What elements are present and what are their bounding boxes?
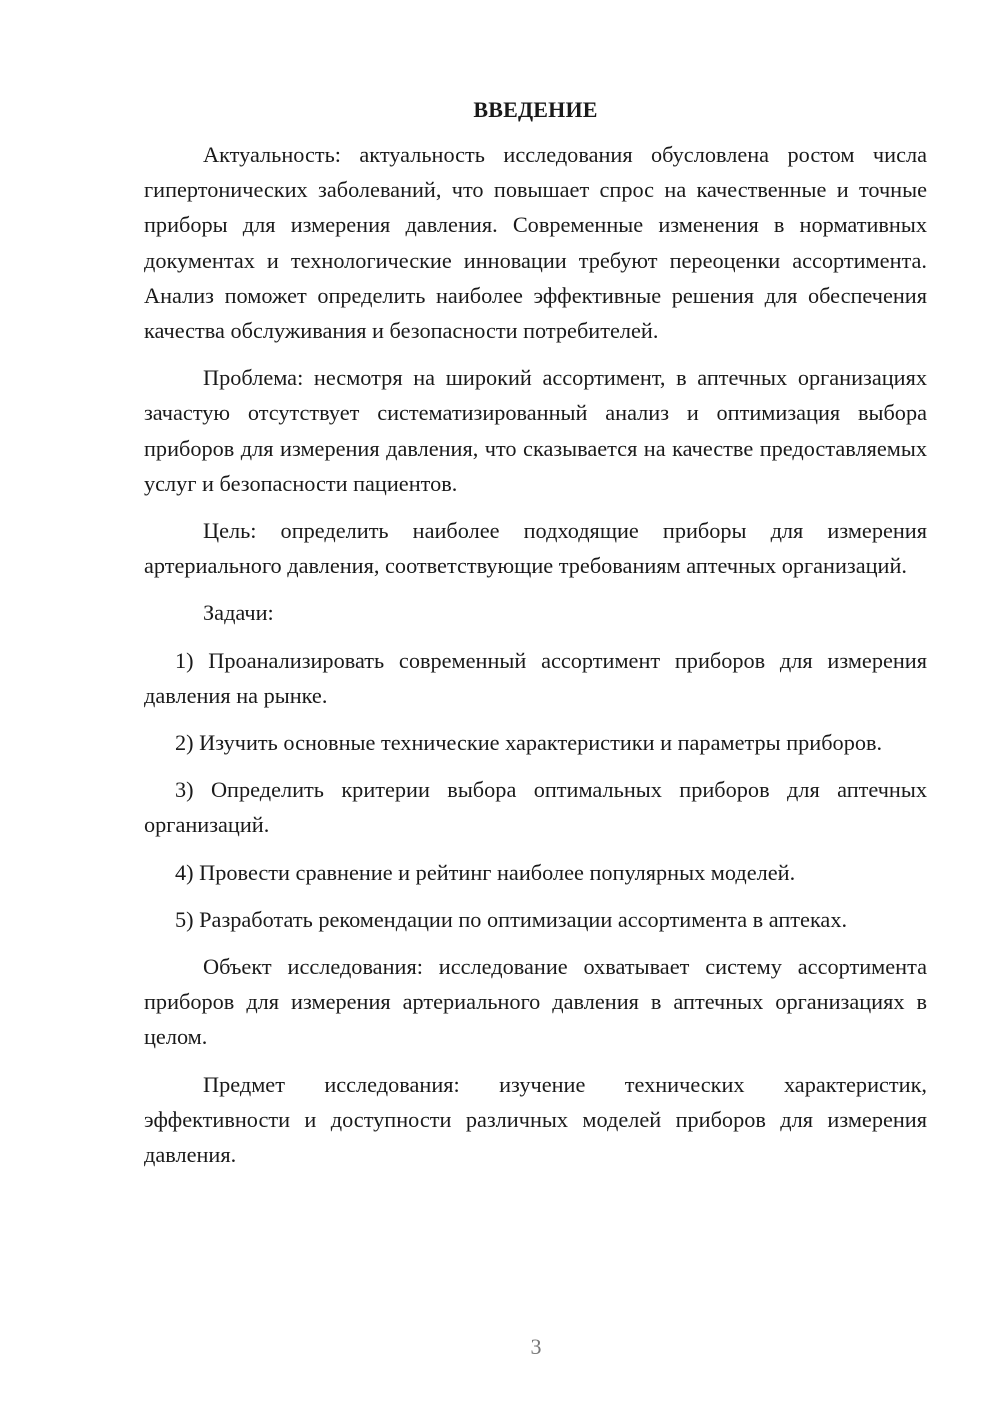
document-page (144, 92, 927, 1172)
page-title: ВВЕДЕНИЕ (473, 97, 598, 122)
page-number: 3 (530, 1334, 542, 1359)
paragraph-problem: Проблема: несмотря на широкий ассортимент, в аптечных организациях зачастую отсутствует систематизированный анализ и оптимизация выбора приборов для измерения давления, что сказывается на качестве предоставляемых услуг и безопасности пациентов. (144, 365, 927, 496)
list-item-task-1: 1) Проанализировать современный ассортимент приборов для измерения давления на рынке. (144, 647, 927, 708)
paragraph-subject: Предмет исследования: изучение технических характеристик, эффективности и доступности различных моделей приборов для измерения давления. (144, 1071, 927, 1168)
list-item-task-2: 2) Изучить основные технические характеристики и параметры приборов. (175, 730, 883, 756)
paragraph-object: Объект исследования: исследование охватывает систему ассортимента приборов для измерения артериального давления в аптечных организациях в целом. (144, 954, 927, 1050)
tasks-heading: Задачи: (203, 600, 274, 626)
paragraph-relevance: Актуальность: актуальность исследования обусловлена ростом числа гипертонических заболеваний, что повышает спрос на качественные и точные приборы для измерения давления. Современные изменения в нормативных документах и технологические инновации требуют переоценки ассортимента. Анализ поможет определить наиболее эффективные решения для обеспечения качества обслуживания и безопасности потребителей. (144, 142, 927, 344)
list-item-task-3: 3) Определить критерии выбора оптимальных приборов для аптечных организаций. (144, 777, 927, 838)
list-item-task-5: 5) Разработать рекомендации по оптимизации ассортимента в аптеках. (175, 906, 848, 932)
paragraph-goal: Цель: определить наиболее подходящие приборы для измерения артериального давления, соответствующие требованиям аптечных организаций. (144, 518, 927, 579)
list-item-task-4: 4) Провести сравнение и рейтинг наиболее популярных моделей. (175, 859, 796, 885)
